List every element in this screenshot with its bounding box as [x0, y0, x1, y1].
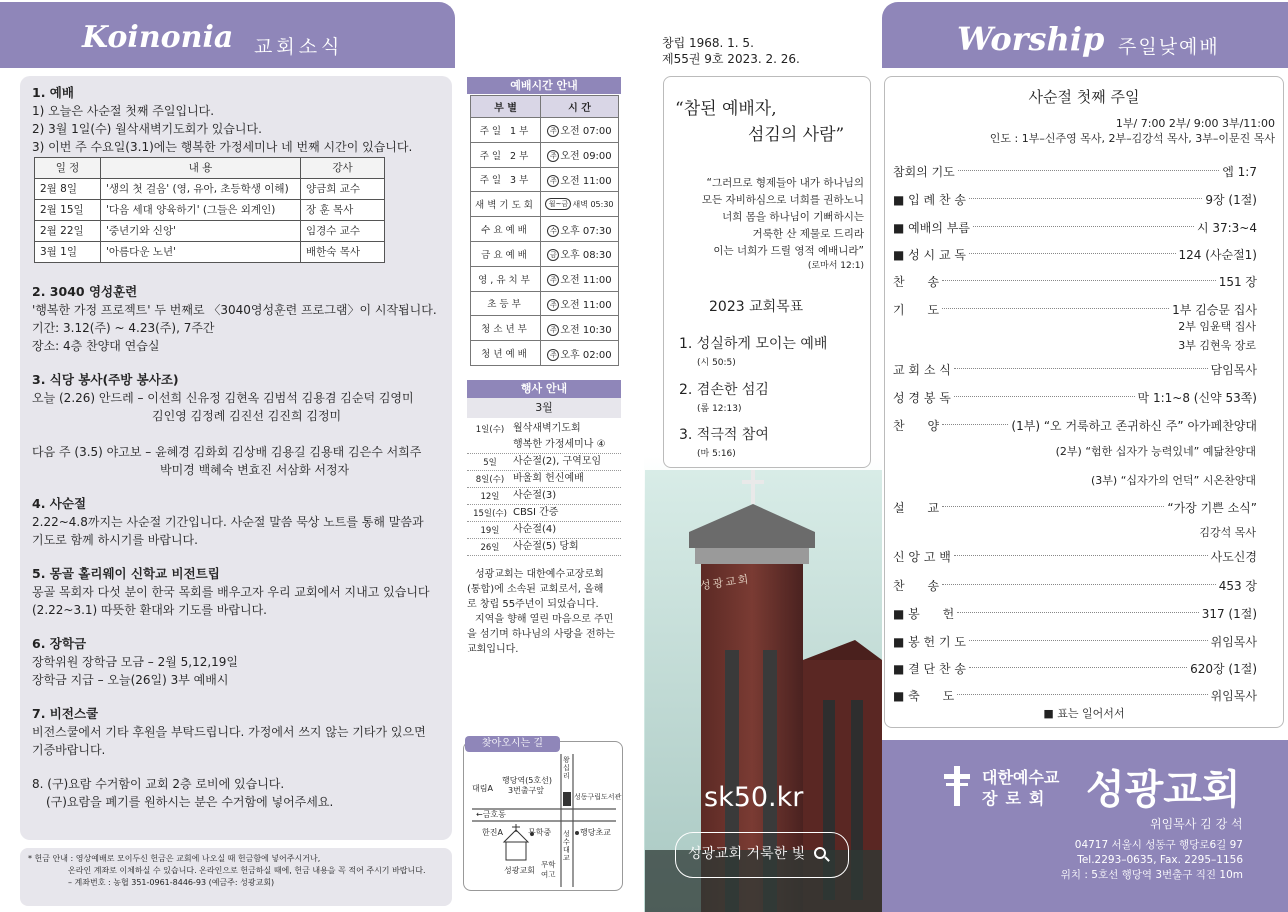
- service-name: 수요예배: [471, 217, 541, 242]
- news-line: '행복한 가정 프로젝트' 두 번째로 〈3040영성훈련 프로그램〉이 시작됩니다.: [32, 303, 437, 317]
- table-row: [471, 118, 619, 143]
- service-time-cell: [541, 241, 619, 266]
- news-line: (구)요람을 폐기를 원하시는 분은 수거함에 넣어주세요.: [46, 795, 334, 809]
- seminar-header: 일 정: [35, 158, 101, 179]
- offering-footnote: [20, 848, 452, 906]
- news-s3-title: 3. 식당 봉사(주방 봉사조): [32, 372, 179, 387]
- order-item: [893, 217, 1257, 237]
- order-item: [893, 415, 1257, 435]
- event-text: 월삭새벽기도회: [513, 422, 581, 434]
- service-time: 오후 08:30: [560, 250, 612, 262]
- table-row: [35, 200, 385, 221]
- service-times: 1부/ 7:00 2부/ 9:00 3부/11:00: [1115, 117, 1275, 130]
- seminar-date: 2월 15일: [35, 200, 101, 221]
- table-row: [471, 266, 619, 291]
- news-line: 다음 주 (3.5) 야고보 – 윤혜경 김화회 김상배 김용길 김용태 김은수 서희주: [32, 445, 422, 459]
- order-item: [893, 497, 1257, 517]
- intro-line: 을 섬기며 하나님의 사랑을 전하는: [467, 629, 615, 640]
- day-mark: 주: [547, 349, 559, 361]
- table-row: [471, 142, 619, 167]
- news-line: 8. (구)요람 수거함이 교회 2층 로비에 있습니다.: [32, 777, 285, 791]
- goal-2-ref: (롬 12:13): [697, 404, 742, 414]
- theme-title-line1: “참된 예배자,: [675, 99, 777, 119]
- leader-dots: [969, 244, 1176, 254]
- schedule-table: [470, 95, 619, 366]
- list-item: [467, 420, 621, 437]
- service-time: 오전 11:00: [560, 175, 612, 187]
- order-value: 124 (사순절1): [1178, 247, 1257, 262]
- event-text: 행복한 가정세미나 ④: [513, 439, 606, 450]
- denomination-line1: 대한예수교: [982, 768, 1060, 787]
- leader-dots: [957, 685, 1207, 695]
- order-value: (1부) “오 거룩하고 존귀하신 주” 아가페찬양대: [1011, 418, 1257, 433]
- list-item: [467, 471, 621, 488]
- order-value: 사도신경: [1210, 549, 1257, 564]
- events-title: 행사 안내: [467, 380, 621, 398]
- service-time-cell: [541, 291, 619, 316]
- day-mark: 주: [547, 150, 559, 162]
- day-mark: 주: [547, 324, 559, 336]
- koinonia-subtitle: 교회소식: [254, 36, 344, 58]
- search-icon[interactable]: [814, 847, 826, 859]
- map-label-haengdang-elementary: 행당초교: [580, 828, 611, 837]
- service-time-cell: [541, 316, 619, 341]
- service-time-cell: [541, 167, 619, 192]
- day-mark: 월~금: [545, 198, 571, 210]
- leader-dots: [954, 387, 1135, 397]
- seminar-content: '생의 첫 걸음' (영, 유아, 초등학생 이해): [101, 179, 301, 200]
- event-date: 12일: [480, 492, 500, 502]
- order-label: 설 교: [893, 500, 940, 515]
- order-item: [893, 161, 1257, 181]
- list-item: [467, 454, 621, 471]
- service-name: 새벽기도회: [471, 192, 541, 217]
- denomination-line2: 장로회: [982, 789, 1053, 808]
- news-line: 김인영 김정례 김진선 김진희 김정미: [152, 409, 342, 423]
- event-date: 1일(수): [475, 424, 505, 435]
- order-value: 9장 (1절): [1205, 192, 1257, 207]
- table-row: [471, 167, 619, 192]
- service-name: 금요예배: [471, 241, 541, 266]
- map-label-geumho: ←금호동: [476, 810, 506, 819]
- pub-issue: 제55권 9호 2023. 2. 26.: [662, 52, 800, 66]
- order-label: 찬 송: [893, 274, 940, 289]
- day-mark: 주: [547, 175, 559, 187]
- news-line: 2) 3월 1일(수) 월삭새벽기도회가 있습니다.: [32, 122, 262, 136]
- day-mark: 금: [547, 249, 559, 261]
- event-date: 5일: [483, 458, 497, 468]
- news-line: 장학위원 장학금 모금 – 2월 5,12,19일: [32, 655, 239, 669]
- goal-3: 3. 적극적 참여: [679, 427, 769, 443]
- seminar-date: 3월 1일: [35, 242, 101, 263]
- order-label: 찬 양: [893, 418, 940, 433]
- order-item: [893, 244, 1257, 264]
- order-item: [893, 603, 1257, 623]
- event-text: 바울회 헌신예배: [513, 473, 584, 484]
- order-label: 참회의 기도: [893, 164, 955, 179]
- order-label: ■ 봉 헌 기 도: [893, 634, 966, 649]
- seminar-speaker: 양금희 교수: [301, 179, 385, 200]
- service-name: 청년예배: [471, 341, 541, 366]
- order-value: 엡 1:7: [1222, 164, 1257, 179]
- service-time-cell: [541, 118, 619, 143]
- day-mark: 주: [547, 299, 559, 311]
- service-time-cell: [541, 142, 619, 167]
- news-s2-title: 2. 3040 영성훈련: [32, 284, 138, 299]
- event-text: CBSI 간증: [513, 507, 559, 518]
- verse-line: 모든 자비하심으로 너희를 권하노니: [701, 194, 864, 206]
- event-text: 사순절(3): [513, 490, 557, 501]
- goal-1: 1. 성실하게 모이는 예배: [679, 336, 828, 352]
- events-month: 3월: [467, 398, 621, 418]
- day-mark: 주: [547, 125, 559, 137]
- church-url[interactable]: sk50.kr: [704, 782, 804, 813]
- order-value: 위임목사: [1210, 688, 1257, 703]
- service-time-cell: [541, 266, 619, 291]
- order-value: 담임목사: [1210, 362, 1257, 377]
- order-label: ■ 예배의 부름: [893, 220, 970, 235]
- church-name: 성광교회: [1086, 767, 1241, 813]
- service-leaders: 인도 : 1부–신주영 목사, 2부–김강석 목사, 3부–이문진 목사: [989, 132, 1275, 145]
- seminar-date: 2월 22일: [35, 221, 101, 242]
- order-label: ■ 성 시 교 독: [893, 247, 966, 262]
- cross-logo-icon: [942, 766, 972, 806]
- leader-dots: [957, 603, 1198, 613]
- verse-line: 너희 몸을 하나님이 기뻐하시는: [722, 211, 864, 223]
- event-date: 15일(수): [473, 509, 507, 519]
- preacher: 김강석 목사: [1199, 526, 1256, 539]
- leader-dots: [942, 497, 1164, 507]
- list-item: [467, 539, 621, 556]
- seminar-date: 2월 8일: [35, 179, 101, 200]
- list-item: [467, 488, 621, 505]
- order-item: [893, 658, 1257, 678]
- publication-info: [662, 35, 800, 67]
- list-item: [467, 522, 621, 539]
- order-label: ■ 결 단 찬 송: [893, 661, 966, 676]
- seminar-speaker: 배한숙 목사: [301, 242, 385, 263]
- leader-dots: [969, 631, 1208, 641]
- seminar-content: '아름다운 노년': [101, 242, 301, 263]
- intro-line: 지역을 향해 열린 마음으로 주민: [475, 614, 614, 625]
- map-label-muhak-middle: 무학중: [528, 828, 552, 837]
- order-label: 신 앙 고 백: [893, 549, 951, 564]
- intro-line: 성광교회는 대한예수교장로회: [475, 569, 604, 580]
- order-label: 교 회 소 식: [893, 362, 951, 377]
- table-row: [471, 217, 619, 242]
- news-line: 기증바랍니다.: [32, 743, 106, 757]
- map-label-church: 성광교회: [504, 866, 535, 875]
- seminar-speaker: 장 훈 목사: [301, 200, 385, 221]
- service-time-cell: [541, 341, 619, 366]
- order-value: 620장 (1절): [1190, 661, 1257, 676]
- koinonia-title: Koinonia: [82, 20, 234, 55]
- seminar-content: '다음 세대 양육하기' (그들은 외계인): [101, 200, 301, 221]
- seminar-table: [34, 157, 385, 263]
- bible-verse: [668, 175, 864, 272]
- theme-title-line2: 섬김의 사람”: [748, 125, 845, 145]
- leader-dots: [942, 575, 1216, 585]
- table-row: [471, 192, 619, 217]
- verse-line: 이는 너희가 드릴 영적 예배니라”: [713, 245, 864, 257]
- footnote-line: * 헌금 안내 : 영상예배로 모이두신 헌금은 교회에 나오실 때 헌금함에 넣어주시거나,: [28, 854, 321, 863]
- order-item: [893, 546, 1257, 566]
- service-time-cell: [541, 217, 619, 242]
- verse-ref: (로마서 12:1): [807, 261, 864, 271]
- leader-dots: [969, 658, 1187, 668]
- schedule-header: 부 별: [471, 96, 541, 118]
- leader-dots: [942, 415, 1008, 425]
- seminar-header: 내 용: [101, 158, 301, 179]
- order-item: [893, 575, 1257, 595]
- order-value: 위임목사: [1210, 634, 1257, 649]
- news-s4-title: 4. 사순절: [32, 496, 87, 511]
- service-time: 오전 09:00: [560, 151, 612, 163]
- leader-dots: [958, 161, 1219, 171]
- worship-subtitle: 주일낮예배: [1118, 36, 1220, 58]
- church-intro: [467, 567, 623, 657]
- verse-line: “그러므로 형제들아 내가 하나님의: [706, 177, 864, 189]
- order-value: 317 (1절): [1201, 606, 1257, 621]
- goal-1-ref: (시 50:5): [697, 358, 736, 368]
- service-name: 주일 3부: [471, 167, 541, 192]
- table-row: [35, 221, 385, 242]
- service-name: 영,유치부: [471, 266, 541, 291]
- prayer-2: 2부 임윤택 집사: [1178, 320, 1256, 333]
- pub-founded: 창립 1968. 1. 5.: [662, 36, 754, 50]
- intro-line: (통합)에 소속된 교회로서, 올해: [467, 584, 604, 595]
- order-value: 151 장: [1218, 274, 1257, 289]
- leader-dots: [954, 546, 1208, 556]
- leader-dots: [973, 217, 1194, 227]
- news-s7-title: 7. 비전스쿨: [32, 706, 99, 721]
- event-date: 26일: [480, 543, 500, 553]
- news-line: 2.22~4.8까지는 사순절 기간입니다. 사순절 말씀 묵상 노트를 통해 말씀과: [32, 515, 424, 529]
- order-label: ■ 입 례 찬 송: [893, 192, 966, 207]
- service-time: 오전 10:30: [560, 324, 612, 336]
- choir-3: (3부) “십자가의 언덕” 시온찬양대: [1091, 474, 1256, 487]
- service-time: 오후 02:00: [560, 349, 612, 361]
- service-name: 주일 1부: [471, 118, 541, 143]
- day-mark: 주: [547, 274, 559, 286]
- verse-line: 거룩한 산 제물로 드리라: [752, 228, 864, 240]
- list-item: [467, 505, 621, 522]
- search-box[interactable]: [675, 832, 849, 878]
- church-address: [1000, 838, 1243, 883]
- events-list: [467, 420, 621, 556]
- service-time: 오전 07:00: [560, 126, 612, 138]
- map-label-exit: 3번출구앞: [508, 786, 545, 795]
- search-label: 성광교회 거룩한 빛: [688, 846, 806, 862]
- service-time: 오후 07:30: [560, 225, 612, 237]
- service-name: 주일 2부: [471, 142, 541, 167]
- seminar-header: 강사: [301, 158, 385, 179]
- location-line: 위치 : 5호선 행당역 3번출구 직진 10m: [1060, 869, 1243, 881]
- standing-note: ■ 표는 일어서서: [1043, 707, 1125, 720]
- news-s6-title: 6. 장학금: [32, 636, 87, 651]
- seminar-content: '중년기와 신앙': [101, 221, 301, 242]
- prayer-3: 3부 김현욱 장로: [1178, 339, 1256, 352]
- order-label: 찬 송: [893, 578, 940, 593]
- order-label: 성 경 봉 독: [893, 390, 951, 405]
- order-item: [893, 685, 1257, 705]
- footnote-line: 온라인 계좌로 이체하실 수 있습니다. 온라인으로 헌금하실 때에, 헌금 내용을 꼭 적어 주시기 바랍니다.: [68, 866, 426, 875]
- leader-dots: [954, 359, 1208, 369]
- goal-2: 2. 겸손한 섬김: [679, 382, 769, 398]
- map-label-station: 행당역(5호선): [502, 776, 552, 785]
- news-line: 기간: 3.12(주) ~ 4.23(주), 7주간: [32, 321, 215, 335]
- map-label-library: 성동구립도서관: [574, 793, 622, 801]
- news-line: 몽골 목회자 다섯 분이 한국 목회를 배우고자 우리 교회에서 지내고 있습니다: [32, 585, 430, 599]
- service-time: 오전 11:00: [560, 275, 612, 287]
- order-item: [893, 387, 1257, 407]
- order-value: 막 1:1~8 (신약 53쪽): [1137, 390, 1257, 405]
- news-line: 오늘 (2.26) 안드레 – 이선희 신유정 김현옥 김범석 김용겸 김순덕 김영미: [32, 391, 414, 405]
- service-time: 새벽 05:30: [572, 200, 614, 210]
- order-value: 1부 김승문 집사: [1172, 302, 1257, 317]
- schedule-title: 예배시간 안내: [467, 77, 621, 94]
- phone-line: Tel.2293–0635, Fax. 2295–1156: [1077, 854, 1243, 866]
- map-label-muhak-girls: 무학여고: [541, 860, 556, 879]
- news-line: 비전스쿨에서 기타 후원을 부탁드립니다. 가정에서 쓰지 않는 기타가 있으면: [32, 725, 426, 739]
- order-item: [893, 299, 1257, 319]
- news-line: 3) 이번 주 수요일(3.1)에는 행복한 가정세미나 네 번째 시간이 있습니다.: [32, 140, 413, 154]
- intro-line: 로 창립 55주년이 되었습니다.: [467, 599, 599, 610]
- event-text: 사순절(2), 구역모임: [513, 456, 602, 467]
- service-time: 오전 11:00: [560, 299, 612, 311]
- order-item: [893, 189, 1257, 209]
- news-line: 장학금 지급 – 오늘(26일) 3부 예배시: [32, 673, 229, 687]
- building-sign: 성광교회: [699, 572, 752, 593]
- table-row: [471, 316, 619, 341]
- order-value: 시 37:3~4: [1196, 220, 1257, 235]
- senior-pastor: 위임목사 김 강 석: [1150, 817, 1243, 831]
- footnote-line: – 계좌번호 : 농협 351-0961-8446-93 (예금주: 성광교회): [68, 878, 275, 887]
- news-s5-title: 5. 몽골 홀리웨이 신학교 비전트립: [32, 566, 220, 581]
- order-value: “가장 기쁜 소식”: [1167, 500, 1257, 515]
- map-label-daerim: 대림A: [472, 784, 493, 793]
- news-panel: [20, 76, 452, 840]
- event-date: 19일: [480, 526, 500, 536]
- news-line: 박미경 백혜숙 변효진 서삼화 서정자: [160, 463, 350, 477]
- event-text: 사순절(4): [513, 524, 557, 535]
- location-map: [463, 741, 623, 891]
- address-line: 04717 서울시 성동구 행당로6길 97: [1074, 839, 1243, 851]
- schedule-header: 시 간: [541, 96, 619, 118]
- order-label: 기 도: [893, 302, 940, 317]
- news-s1-title: 1. 예배: [32, 85, 74, 100]
- order-label: ■ 축 도: [893, 688, 955, 703]
- table-row: [471, 341, 619, 366]
- sunday-title: 사순절 첫째 주일: [1028, 88, 1140, 106]
- news-line: (2.22~3.1) 따뜻한 환대와 기도를 바랍니다.: [32, 603, 267, 617]
- order-value: 453 장: [1218, 578, 1257, 593]
- goal-3-ref: (마 5:16): [697, 449, 736, 459]
- seminar-speaker: 임경수 교수: [301, 221, 385, 242]
- leader-dots: [942, 271, 1216, 281]
- service-name: 청소년부: [471, 316, 541, 341]
- table-row: [471, 291, 619, 316]
- table-row: [35, 179, 385, 200]
- news-line: 기도로 함께 하시기를 바랍니다.: [32, 533, 198, 547]
- news-line: 장소: 4층 찬양대 연습실: [32, 339, 160, 353]
- map-label-wangsimni: 왕십리: [563, 756, 570, 780]
- leader-dots: [942, 299, 1169, 309]
- leader-dots: [969, 189, 1202, 199]
- map-title: 찾아오시는 길: [465, 736, 560, 752]
- service-name: 초등부: [471, 291, 541, 316]
- event-date: 8일(수): [475, 475, 505, 485]
- service-time-cell: [541, 192, 619, 217]
- news-line: 1) 오늘은 사순절 첫째 주일입니다.: [32, 104, 215, 118]
- intro-line: 교회입니다.: [467, 644, 519, 655]
- church-goal-title: 2023 교회목표: [709, 299, 804, 315]
- order-item: [893, 359, 1257, 379]
- list-item: [467, 437, 621, 454]
- map-label-seongsu: 성수대교: [563, 830, 570, 862]
- event-text: 사순절(5) 당회: [513, 541, 579, 552]
- order-label: ■ 봉 헌: [893, 606, 955, 621]
- day-mark: 수: [547, 225, 559, 237]
- table-row: [35, 242, 385, 263]
- order-item: [893, 271, 1257, 291]
- choir-2: (2부) “험한 십자가 능력있네” 예닮찬양대: [1055, 445, 1256, 458]
- map-label-hanjin: 한진A: [482, 828, 503, 837]
- worship-title: Worship: [957, 20, 1105, 58]
- order-item: [893, 631, 1257, 651]
- table-row: [471, 241, 619, 266]
